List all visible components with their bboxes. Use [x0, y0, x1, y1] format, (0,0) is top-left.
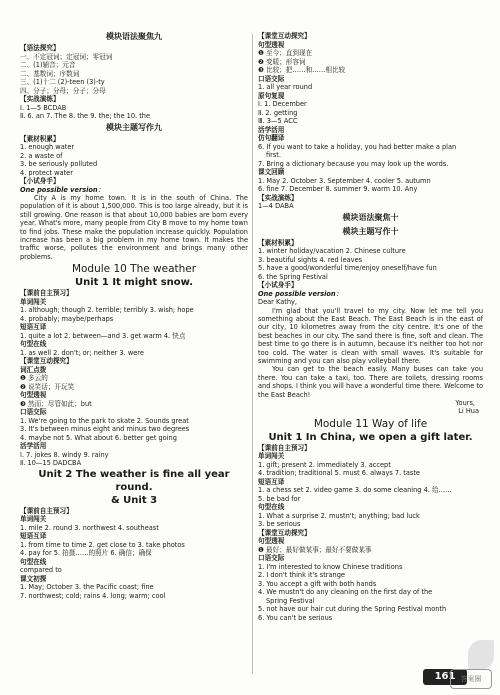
answer-line: ❷ 变暖；形容词 — [258, 57, 306, 66]
answer-line: 1. gift; present 2. immediately 3. accept — [258, 460, 391, 469]
answer-line: ❷ 说笑话；开玩笑 — [20, 382, 75, 391]
answer-line: compared to — [20, 566, 62, 575]
sub-heading: 活学活用 — [258, 125, 285, 134]
answer-line: 1. although; though 2. terrible; terribly 3. wish; hope — [20, 306, 194, 315]
answer-line: 1. quite a lot 2. between—and 3. get warm 4. 快点 — [20, 331, 186, 340]
answer-line: 1. as well 2. don't; or; neither 3. were — [20, 348, 144, 357]
answer-line: 二、基数词；序数词 — [20, 69, 80, 78]
module-title: Module 10 The weather — [71, 263, 197, 276]
unit-title-continued: & Unit 3 — [110, 494, 158, 506]
section-heading: 【课堂互动探究】 — [258, 528, 311, 537]
answer-line: 1. enough water — [20, 143, 75, 151]
answer-line: Ⅱ. 10—15 DADCBA — [20, 459, 82, 468]
page-number: 161 — [423, 669, 467, 685]
answer-line: 1. What a surprise 2. mustn't; anything; bad luck — [258, 511, 420, 520]
sub-heading: 句型透视 — [258, 40, 285, 49]
version-label: One possible version： — [20, 185, 105, 194]
answer-line: Ⅰ. 7. jokes 8. windy 9. rainy — [20, 450, 109, 459]
sub-heading: 课文回顾 — [258, 168, 285, 176]
answer-line: 一、不定冠词；定冠词；零冠词 — [20, 52, 113, 61]
answer-line: 4. We mustn't do any cleaning on the first day of the — [258, 588, 433, 597]
answer-line: first. — [266, 151, 281, 159]
essay-paragraph: City A is my home town. It is in the south of China. The population of it is about 1,500,000. This is too large already, but it is still growing. One reason is that about 10,000 babies are born every year. What's more, many people from City B move to my home town to find jobs. These make the population increase quickly. Population increase has been a big problem in my home town. It makes the traffic worse, pollutes the environment and brings many other problems. — [20, 194, 248, 261]
answer-line: ❶ 至今；直到现在 — [258, 49, 313, 57]
module-title: Module 11 Way of life — [313, 417, 428, 430]
answer-line: ❶ 多云的 — [20, 374, 48, 383]
section-heading: 【课堂互动探究】 — [20, 357, 73, 366]
section-heading: 【课前自主预习】 — [258, 443, 311, 452]
answer-line: 4. maybe not 5. What about 6. better get going — [20, 433, 177, 442]
sub-heading: 活学活用 — [20, 442, 47, 451]
answer-line: 2. a waste of — [20, 151, 63, 160]
answer-line: 4. tradition; traditional 5. must 6. always 7. taste — [258, 469, 420, 478]
sub-heading: 句型透视 — [20, 391, 47, 400]
answer-line: Ⅱ. 6. an 7. The 8. the 9. the; the 10. the — [20, 112, 151, 120]
sub-heading: 短语互译 — [20, 323, 47, 332]
letter-paragraph: I'm glad that you'll travel to my city. Now let me tell you something about the East Beach. The East Beach is in the east of our city, 10 kilometres away from the city centre. It's one of the best beaches in our city. The sand there is fine, soft and clean. The best time to go there is in autumn, because it's neither too hot nor too cold. The water is clean with small waves. It's suitable for swimming and you can also play volleyball there. — [258, 306, 483, 365]
sub-heading: 单词闯关 — [20, 515, 47, 524]
answer-line: 1. May; October 3. the Pacific coast; fine — [20, 583, 154, 592]
sub-heading: 句型在线 — [258, 503, 285, 512]
sub-heading: 句型透视 — [258, 537, 285, 546]
answer-line: Ⅲ. 3—5 ACC — [258, 117, 298, 125]
answer-line: ❸ 比较；把……和……相比较 — [258, 66, 346, 74]
sub-heading: 口语交际 — [258, 74, 285, 83]
answer-line: 3. You accept a gift with both hands — [258, 579, 377, 588]
answer-line: 6. If you want to take a holiday, you had better make a plan — [258, 142, 457, 151]
section-heading: 【课堂互动探究】 — [258, 32, 311, 40]
answer-line: 1. We're going to the park to skate 2. Sounds great — [20, 416, 189, 425]
unit-title: Unit 2 The weather is fine all year round. — [38, 468, 230, 493]
answer-line: Ⅰ. 1—5 BCDAB — [20, 103, 67, 112]
answer-line: 3. be seriously polluted — [20, 160, 98, 168]
answer-line: 3. be serious — [258, 520, 301, 529]
answer-line: 1. a chess set 2. video game 3. do some cleaning 4. 给…… — [258, 486, 452, 495]
watermark-stamp: 答案圈 — [450, 669, 492, 689]
answer-line: 5. not have our hair cut during the Spring Festival month — [258, 605, 447, 614]
answer-line: 3. It's between minus eight and minus two degrees — [20, 425, 190, 434]
answer-line: 6. You can't be serious — [258, 613, 333, 622]
answer-line: 1. from time to time 2. get close to 3. take photos — [20, 540, 185, 549]
sub-heading: 单词闯关 — [258, 452, 285, 461]
letter-closing: Yours, — [455, 398, 475, 407]
answer-line: 1. mile 2. round 3. northwest 4. southeast — [20, 523, 159, 532]
sub-heading: 句型在线 — [20, 557, 47, 566]
answer-line: 1. winter holiday/vacation 2. Chinese culture — [258, 247, 406, 255]
section-heading: 【实战演练】 — [20, 95, 60, 103]
answer-line: ❶ 最好；最好做某事；最好不要做某事 — [258, 545, 372, 554]
answer-line: 6. fine 7. December 8. summer 9. warm 10. Any — [258, 185, 418, 193]
section-title: 模块语法聚焦九 — [106, 32, 162, 41]
unit-title: Unit 1 In China, we open a gift later. — [268, 431, 473, 443]
section-title: 模块主题写作十 — [342, 226, 399, 236]
answer-line: Spring Festival — [266, 596, 315, 605]
unit-title: Unit 1 It might snow. — [74, 277, 194, 289]
answer-line: 4. pay for 5. 拍摄……的照片 6. 确信；确保 — [20, 549, 152, 558]
answer-line: 7. northwest; cold; rains 4. long; warm; cool — [20, 591, 166, 600]
sub-heading: 短语互译 — [258, 477, 285, 486]
column-divider — [252, 34, 253, 674]
right-column — [258, 32, 483, 622]
left-column — [20, 30, 248, 600]
sub-heading: 词汇点拨 — [20, 365, 47, 374]
answer-line: 4. protect water — [20, 168, 73, 177]
sub-heading: 课文初探 — [20, 574, 47, 583]
section-heading: 【素材积累】 — [20, 134, 60, 143]
answer-line: 4. probably; maybe/perhaps — [20, 314, 114, 323]
answer-line: 1. all year round — [258, 83, 313, 91]
sub-heading: 口语交际 — [258, 554, 285, 563]
section-heading: 【课前自主预习】 — [20, 289, 73, 298]
answer-line: 二、(1)辅音；元音 — [20, 61, 76, 69]
answer-line: Ⅰ. 1. December — [258, 100, 307, 108]
letter-greeting: Dear Kathy, — [258, 298, 297, 306]
section-heading: 【语法探究】 — [20, 44, 60, 52]
answer-line: 6. the Spring Festival — [258, 272, 328, 281]
answer-line: 5. have a good/wonderful time/enjoy oneself/have fun — [258, 264, 437, 272]
leaf-decoration-icon — [468, 640, 494, 670]
sub-heading: 口语交际 — [20, 408, 47, 417]
sub-heading: 仿句翻译 — [258, 134, 285, 142]
answer-line: 7. Bring a dictionary because you may look up the words. — [258, 159, 449, 168]
section-heading: 【小试身手】 — [20, 177, 60, 185]
section-heading: 【小试身手】 — [258, 281, 298, 289]
letter-signature: Li Hua — [458, 407, 479, 416]
letter-paragraph: You can get to the beach easily. Many buses can take you there. You can take a taxi, too. There are toilets, dressing rooms and shops. I think you will have a wonderful time there. Welcome to the East Beach! — [258, 365, 483, 399]
section-heading: 【课前自主预习】 — [20, 506, 73, 515]
answer-line: 5. be bad for — [258, 494, 301, 503]
answer-line: 1. I'm interested to know Chinese traditions — [258, 562, 403, 571]
answer-line: 1. May 2. October 3. September 4. cooler 5. autumn — [258, 176, 431, 185]
sub-heading: 短语互译 — [20, 532, 47, 541]
answer-line: Ⅱ. 2. getting — [258, 108, 298, 117]
section-heading: 【素材积累】 — [258, 238, 298, 247]
answer-line: 三、(1)十二 (2)-teen (3)-ty — [20, 78, 105, 86]
version-label: One possible version： — [258, 289, 343, 298]
answer-line: ❸ 然而；尽管如此；but — [20, 399, 92, 408]
answer-line: 2. I don't think it's strange — [258, 571, 345, 580]
sub-heading: 原句复现 — [258, 91, 285, 100]
section-title: 模块主题写作九 — [106, 122, 162, 132]
section-title: 模块语法聚焦十 — [342, 212, 399, 222]
answer-line: 四、分子；分母；分子；分母 — [20, 86, 106, 95]
answer-line: 1—4 DABA — [258, 202, 294, 210]
sub-heading: 句型在线 — [20, 340, 47, 349]
answer-line: 3. beautiful sights 4. red leaves — [258, 255, 363, 264]
sub-heading: 单词闯关 — [20, 297, 47, 306]
section-heading: 【实战演练】 — [258, 193, 298, 202]
